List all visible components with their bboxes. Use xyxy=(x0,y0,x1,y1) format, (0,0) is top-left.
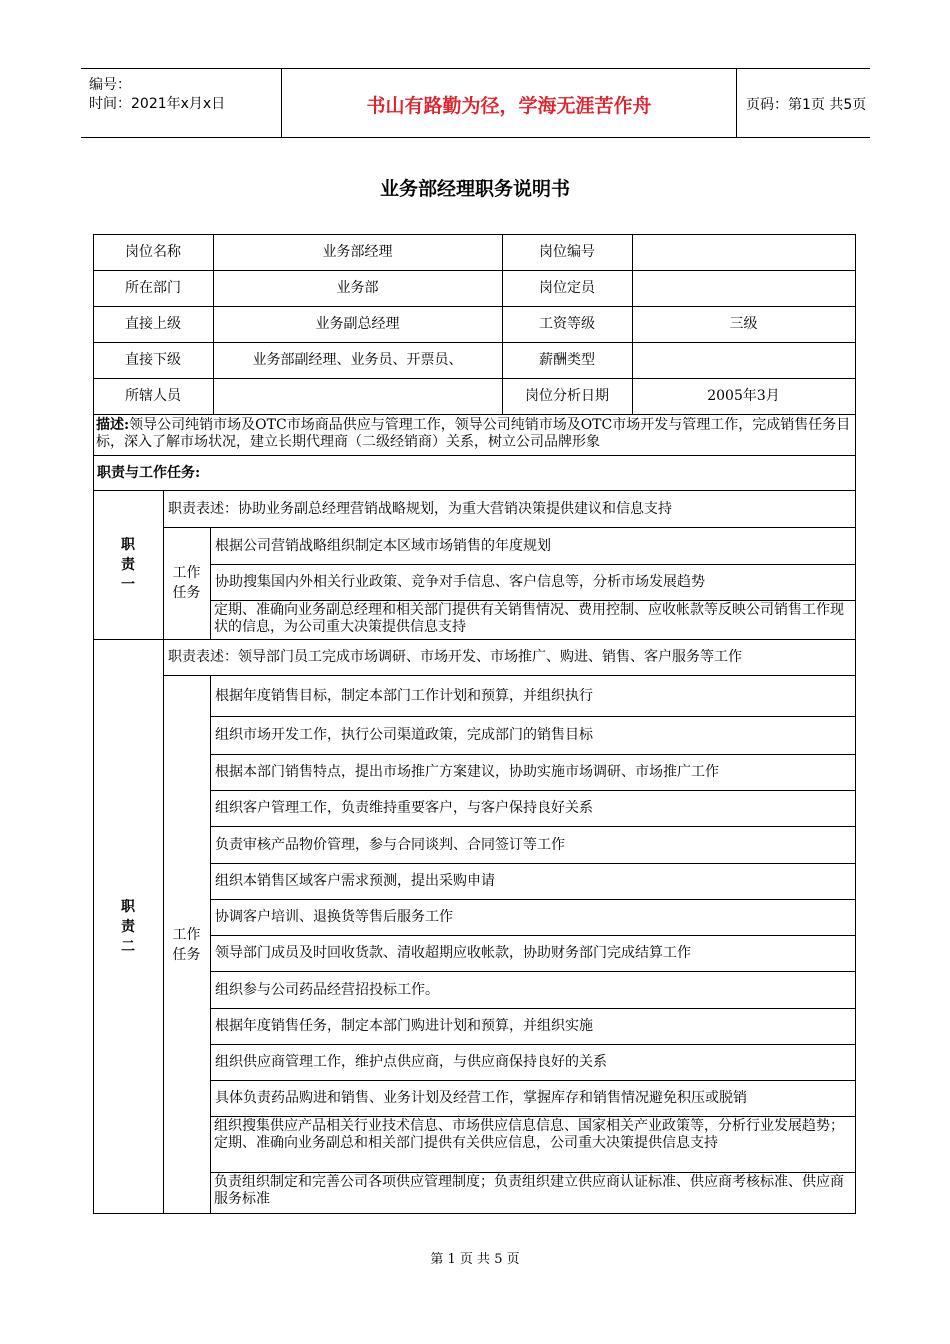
duty1-task-label xyxy=(163,527,210,639)
label-pay-type: 薪酬类型 xyxy=(539,352,595,368)
duty2-task: 组织市场开发工作，执行公司渠道政策，完成部门的销售目标 xyxy=(215,727,593,743)
duty2-task: 根据年度销售任务，制定本部门购进计划和预算，并组织实施 xyxy=(215,1018,593,1034)
duty1-statement: 职责表述：协助业务副总经理营销战略规划，为重大营销决策提供建议和信息支持 xyxy=(168,500,672,517)
description xyxy=(93,415,855,453)
value-department: 业务部 xyxy=(336,280,379,296)
duty2-label xyxy=(93,639,163,1214)
description-label: 描述: xyxy=(96,417,130,433)
value-analysis-date: 2005年3月 xyxy=(707,388,780,404)
duty2-task-label xyxy=(163,675,210,1214)
label-direct-superior: 直接上级 xyxy=(125,316,181,332)
value-position-name: 业务部经理 xyxy=(322,244,393,260)
job-description-form xyxy=(93,234,856,1214)
duty2-task: 负责组织制定和完善公司各项供应管理制度；负责组织建立供应商认证标准、供应商考核标准、供应商服务标准 xyxy=(214,1174,844,1207)
section-title: 职责与工作任务: xyxy=(97,465,201,481)
duty2-label-char: 二 xyxy=(121,938,135,955)
label-analysis-date: 岗位分析日期 xyxy=(525,388,609,404)
duty2-task: 组织搜集供应产品相关行业技术信息、市场供应信息信息、国家相关产业政策等，分析行业发展趋势；定期、准确向业务副总和相关部门提供有关供应信息，公司重大决策提供信息支持 xyxy=(214,1118,844,1151)
duty2-task: 协调客户培训、退换货等售后服务工作 xyxy=(215,909,453,925)
value-direct-superior: 业务副总经理 xyxy=(315,316,400,332)
task-label-line: 工作 xyxy=(172,926,201,943)
border-line xyxy=(855,234,856,1214)
duty2-task: 根据年度销售目标，制定本部门工作计划和预算，并组织执行 xyxy=(215,687,593,704)
duty2-task: 根据本部门销售特点，提出市场推广方案建议，协助实施市场调研、市场推广工作 xyxy=(215,764,719,780)
duty2-task: 组织供应商管理工作，维护点供应商，与供应商保持良好的关系 xyxy=(215,1054,607,1070)
label-staff-under: 所辖人员 xyxy=(125,388,181,404)
header-motto-cell xyxy=(281,69,737,137)
label-salary-grade: 工资等级 xyxy=(539,316,595,332)
value-pay-type xyxy=(632,342,855,378)
page-header xyxy=(81,68,870,138)
task-label-line: 任务 xyxy=(172,946,201,963)
duty1-label-char: 一 xyxy=(121,576,135,593)
motto: 书山有路勤为径，学海无涯苦作舟 xyxy=(366,95,652,117)
duty2-label-char: 责 xyxy=(121,918,135,935)
duty1-label-char: 责 xyxy=(121,556,135,573)
label-headcount: 岗位定员 xyxy=(539,280,595,296)
label-direct-subordinate: 直接下级 xyxy=(125,352,181,368)
task-label-line: 工作 xyxy=(172,565,201,581)
duty2-task: 领导部门成员及时回收货款、清收超期应收帐款，协助财务部门完成结算工作 xyxy=(215,945,691,961)
duty2-label-char: 职 xyxy=(121,898,135,915)
task-label-line: 任务 xyxy=(172,585,201,601)
value-staff-under xyxy=(213,378,502,414)
duty1-task: 协助搜集国内外相关行业政策、竞争对手信息、客户信息等，分析市场发展趋势 xyxy=(215,574,705,590)
value-direct-subordinate: 业务部副经理、业务员、开票员、 xyxy=(252,352,463,368)
duty1-task: 根据公司营销战略组织制定本区域市场销售的年度规划 xyxy=(215,537,551,554)
duty2-statement: 职责表述：领导部门员工完成市场调研、市场开发、市场推广、购进、销售、客户服务等工作 xyxy=(168,649,742,665)
document-title: 业务部经理职务说明书 xyxy=(379,178,570,200)
header-meta xyxy=(81,69,281,137)
duty2-task: 组织客户管理工作，负责维持重要客户，与客户保持良好关系 xyxy=(215,800,593,816)
label-position-name: 岗位名称 xyxy=(125,244,181,260)
document-number: 编号： xyxy=(89,77,131,93)
duty2-task: 组织本销售区域客户需求预测，提出采购申请 xyxy=(215,873,495,889)
duty2-task: 负责审核产品物价管理，参与合同谈判、合同签订等工作 xyxy=(215,836,565,853)
duty2-task: 组织参与公司药品经营招投标工作。 xyxy=(215,981,439,998)
duty2-task: 具体负责药品购进和销售、业务计划及经营工作，掌握库存和销售情况避免积压或脱销 xyxy=(215,1090,747,1106)
value-salary-grade: 三级 xyxy=(729,316,758,332)
label-position-number: 岗位编号 xyxy=(539,244,595,260)
page-info: 页码：第1页 共5页 xyxy=(746,97,867,113)
value-headcount xyxy=(632,270,855,306)
duty1-label xyxy=(93,490,163,639)
value-position-number xyxy=(632,234,855,270)
duty1-label-char: 职 xyxy=(121,536,135,553)
label-department: 所在部门 xyxy=(125,280,181,296)
header-page-cell xyxy=(736,69,870,137)
document-time: 时间：2021年x月x日 xyxy=(89,96,226,112)
duty1-task: 定期、准确向业务副总经理和相关部门提供有关销售情况、费用控制、应收帐款等反映公司销售工作现状的信息，为公司重大决策提供信息支持 xyxy=(214,602,844,635)
description-text: 领导公司纯销市场及OTC市场商品供应与管理工作，领导公司纯销市场及OTC市场开发与管理工作，完成销售任务目标，深入了解市场状况，建立长期代理商（二级经销商）关系，树立公司品牌形象 xyxy=(96,417,851,450)
page-footer: 第 1 页 共 5 页 xyxy=(430,1252,520,1267)
